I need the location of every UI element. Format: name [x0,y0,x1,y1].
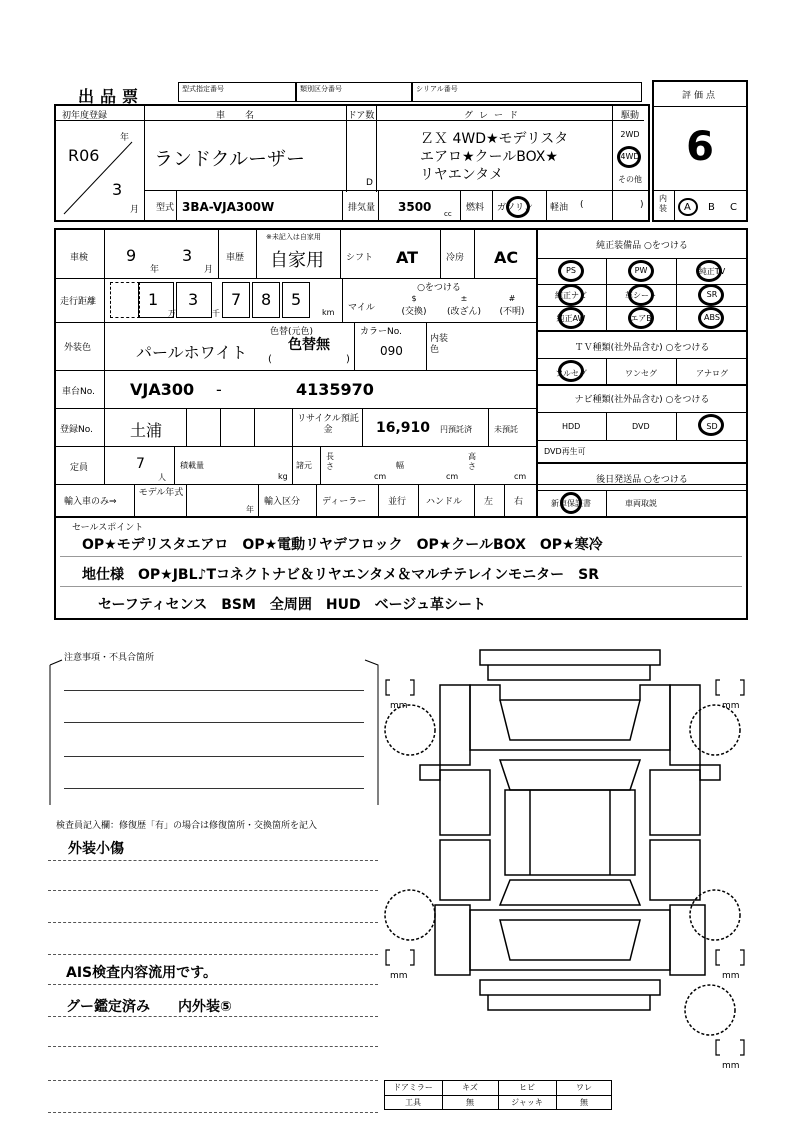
equip-airbag-circle [628,307,654,329]
equip-navi-circle [558,284,584,306]
notes-bracket [40,655,385,810]
equip-ps-circle [558,260,584,282]
fuel-gasoline-circle [506,196,530,218]
color-value: パールホワイト [136,343,248,362]
equip-aw-circle [558,307,584,329]
sales-line1: OP★モデリスタエアロ OP★電動リヤデフロック OP★クールBOX OP★寒冷 [82,537,603,553]
equip-tv-circle [696,260,722,282]
mm-label: mm [722,971,740,981]
sales-line2: 地仕様 OP★JBL♪Tコネクトナビ＆リヤエンタメ＆マルチテレインモニター SR [82,567,600,583]
equip-abs-circle [698,307,724,329]
later-warranty-circle [560,492,582,514]
mm-label: mm [390,971,408,981]
usage-value: 自家用 [270,250,324,271]
rating-label: 評価点 [681,91,718,101]
car-name-value: ランドクルーザー [154,148,306,170]
inspector-line2: AIS検査内容流用です。 [66,965,218,981]
rating-value: 6 [686,124,714,170]
car-damage-diagram[interactable] [380,640,760,1080]
tv-fullseg-circle [558,360,584,382]
first-reg-era: R06 [68,146,100,165]
grade-line3: リヤエンタメ [420,167,504,183]
equip-pw-circle [628,260,654,282]
model-value: 3BA-VJA300W [182,200,275,214]
sales-line3: セーフティセンス BSM 全周囲 HUD ベージュ革シート [98,597,487,613]
mm-label: mm [722,1061,740,1071]
inspector-line3: グー鑑定済み 内外装⑤ [66,999,232,1015]
first-reg-month: 3 [112,180,123,199]
mm-label: mm [390,701,408,711]
grade-line2: エアロ★クールBOX★ [420,149,558,165]
page-title: 出品票 [78,87,145,106]
navi-sd-circle [698,414,724,436]
equip-leather-circle [628,284,654,306]
displacement-value: 3500 [398,200,432,214]
inspector-line1: 外装小傷 [68,841,124,857]
equip-sr-circle [698,284,724,306]
grade-line1: ＺＸ 4WD★モデリスタ [420,131,569,147]
drive-4wd-circle [617,146,641,168]
diagonal-divider [60,138,140,218]
mm-label: mm [722,701,740,711]
